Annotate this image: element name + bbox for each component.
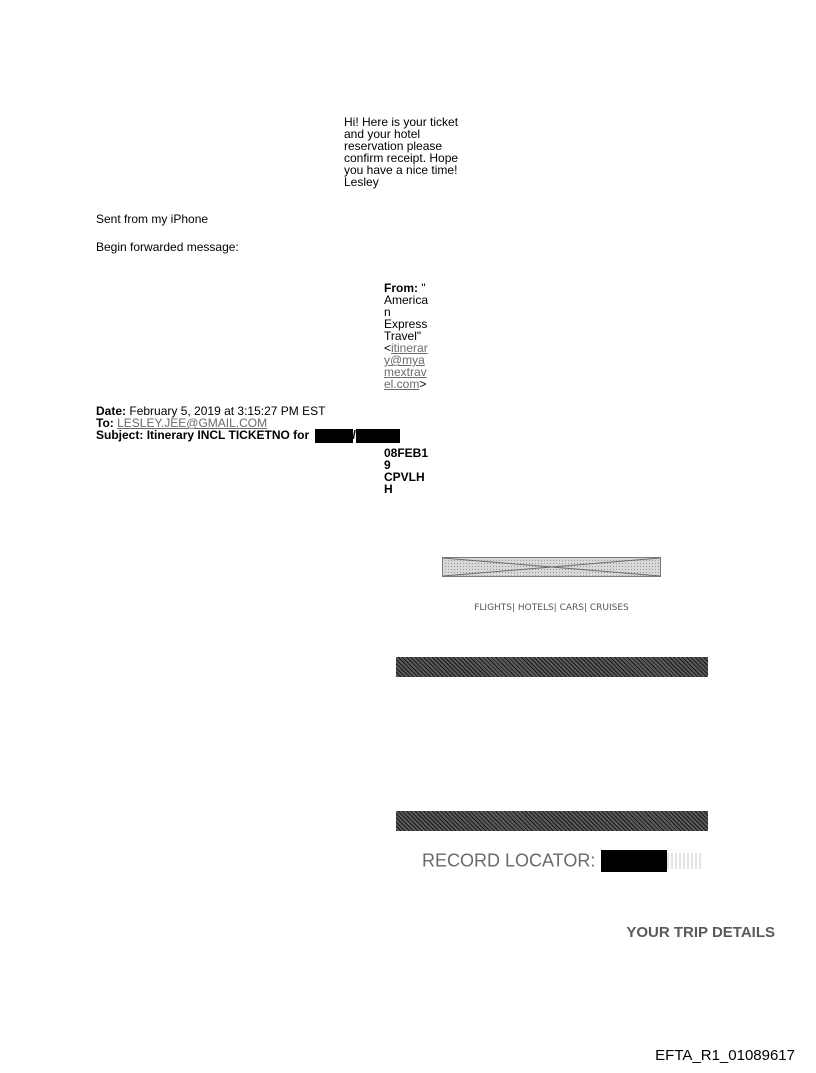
from-name-part: Travel"	[384, 329, 422, 343]
forward-label: Begin forwarded message:	[96, 240, 239, 254]
to-label: To:	[96, 416, 114, 430]
intro-line: Hi! Here is your ticket	[344, 115, 459, 129]
subject-part: 08FEB1	[384, 446, 429, 460]
banner-bar	[396, 657, 708, 677]
date-value: February 5, 2019 at 3:15:27 PM EST	[129, 404, 326, 418]
subject-continuation	[384, 447, 428, 495]
broken-image-placeholder	[442, 557, 661, 577]
sent-from-text: Sent from my iPhone	[96, 212, 209, 226]
record-locator-label: RECORD LOCATOR:	[422, 850, 596, 871]
intro-line: and your hotel	[344, 127, 421, 141]
from-name-part: America	[384, 293, 429, 307]
intro-line: confirm receipt. Hope	[344, 151, 459, 165]
intro-message	[344, 116, 458, 188]
subject-part: 9	[384, 458, 391, 472]
from-name-part: Express	[384, 317, 428, 331]
from-email-link[interactable]: mextrav	[384, 365, 427, 379]
trip-details-heading: YOUR TRIP DETAILS	[626, 924, 775, 941]
to-email-link[interactable]: LESLEY.JEE@GMAIL.COM	[117, 416, 268, 430]
redaction-box	[315, 429, 353, 443]
nav-links[interactable]: FLIGHTS| HOTELS| CARS| CRUISES	[474, 603, 629, 613]
footer-id: EFTA_R1_01089617	[655, 1047, 795, 1064]
from-email-link[interactable]: itinerar	[391, 341, 428, 355]
intro-line: you have a nice time!	[344, 163, 458, 177]
from-name-part: n	[384, 305, 391, 319]
subject-separator: /	[352, 428, 356, 443]
from-name-part: "	[421, 281, 426, 295]
header-block	[96, 405, 400, 443]
subject-label: Subject:	[96, 428, 144, 443]
subject-value: Itinerary INCL TICKETNO for	[146, 428, 310, 443]
subject-part: H	[384, 482, 393, 496]
from-label: From:	[384, 281, 418, 295]
from-email-link[interactable]: el.com	[384, 377, 420, 391]
redaction-box	[356, 429, 400, 443]
from-gt: >	[419, 377, 427, 391]
intro-line: Lesley	[344, 175, 379, 189]
intro-line: reservation please	[344, 139, 443, 153]
from-lt: <	[384, 341, 392, 355]
subject-part: CPVLH	[384, 470, 425, 484]
redaction-box	[601, 850, 667, 872]
record-locator	[422, 850, 703, 872]
from-email-link[interactable]: y@mya	[384, 353, 425, 367]
faded-mark	[667, 853, 703, 869]
from-block	[384, 282, 428, 390]
broken-image-icon	[442, 557, 661, 577]
date-label: Date:	[96, 404, 127, 418]
banner-bar	[396, 811, 708, 831]
